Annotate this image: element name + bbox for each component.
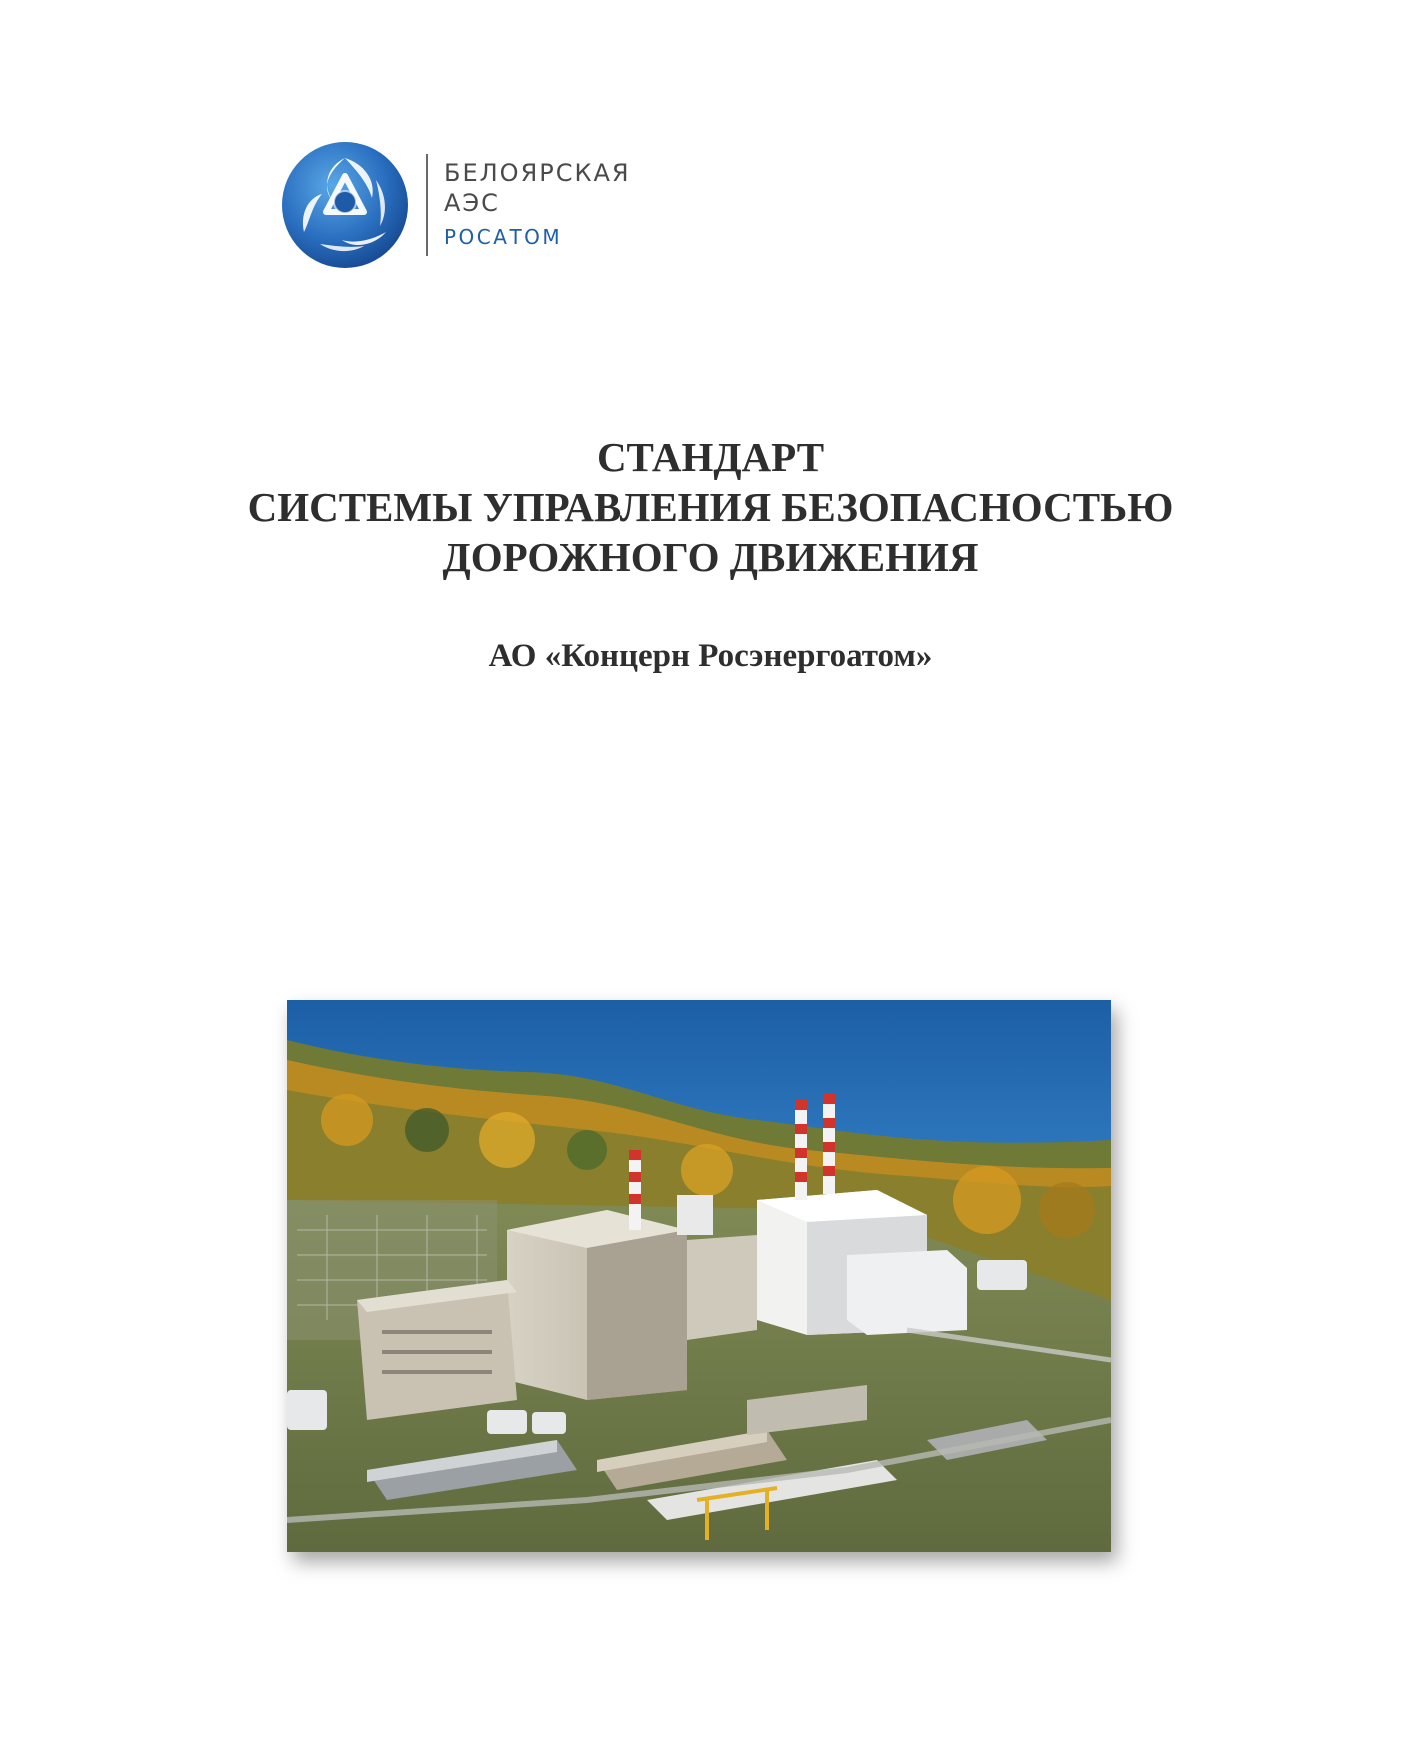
document-subtitle: АО «Концерн Росэнергоатом» — [488, 638, 933, 674]
document-title — [0, 432, 1421, 582]
logo-divider — [426, 154, 428, 256]
beloyarsk-npp-logo — [280, 140, 680, 270]
logo-line-npp: АЭС — [444, 189, 500, 217]
logo-line-rosatom: РОСАТОМ — [444, 225, 563, 249]
title-line-3: ДОРОЖНОГО ДВИЖЕНИЯ — [442, 534, 979, 580]
title-line-2: СИСТЕМЫ УПРАВЛЕНИЯ БЕЗОПАСНОСТЬЮ — [247, 484, 1174, 530]
nuclear-power-plant-aerial-photo — [287, 1000, 1111, 1552]
photo-frame — [287, 1000, 1111, 1552]
logo-text — [444, 158, 631, 252]
title-line-1: СТАНДАРТ — [596, 434, 825, 480]
rosatom-atom-icon — [280, 140, 410, 270]
logo-line-plant: БЕЛОЯРСКАЯ — [444, 159, 631, 187]
